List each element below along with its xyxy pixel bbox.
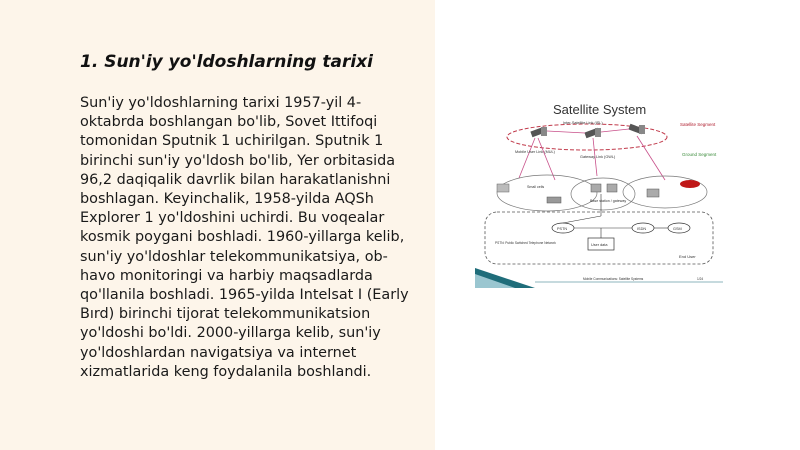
body-line: tomonidan Sputnik 1 uchirilgan. Sputnik 1 — [80, 133, 384, 150]
mobile-user-link-label: Mobile User Link (MUL) — [515, 150, 555, 154]
body-line: birinchi sun'iy yo'ldosh bo'lib, Yer orbitasida — [80, 152, 396, 169]
space-segment-label: Satellite Segment — [680, 122, 716, 127]
ground-region — [497, 175, 597, 211]
base-station-label: Base station / gateway — [590, 199, 627, 203]
slide-title: 1. Sun'iy yo'ldoshlarning tarixi — [80, 52, 373, 72]
car-icon — [547, 197, 561, 203]
body-line: yo'ldoshlardan navigatsiya va internet — [80, 344, 357, 361]
terminal-icon — [647, 189, 659, 197]
body-line: yo'ldoshi bo'ldi. 2000-yillarga kelib, sun'iy — [80, 325, 381, 342]
user-data-label: User data — [591, 243, 608, 247]
body-line: Sun'iy yo'ldoshlarning tarixi 1957-yil 4- — [80, 95, 362, 111]
body-line: xizmatlarida keng foydalanila boshlandi. — [80, 363, 372, 380]
small-cells-label: Small cells — [527, 185, 545, 189]
gateway-icon — [607, 184, 617, 192]
gateway-connection — [563, 216, 601, 223]
body-line: oktabrda boshlangan bo'lib, Sovet Ittifoqi — [80, 114, 378, 131]
footer-caption: Mobile Communications: Satellite Systems — [583, 277, 644, 281]
body-line: havo monitoringi va harbiy maqsadlarda — [80, 267, 373, 284]
satellite-icon — [530, 127, 547, 137]
mobile-user-link — [519, 138, 535, 178]
satellite-icon — [628, 124, 645, 134]
isdn-label: ISDN — [637, 227, 647, 231]
mobile-user-link — [637, 136, 665, 180]
body-line: Explorer 1 yo'ldoshini uchirdi. Bu voqealar — [80, 210, 385, 227]
slide-body — [80, 94, 425, 382]
pstn-legend: PSTN: Public Switched Telephone Network — [495, 241, 556, 245]
satellite-diagram — [475, 98, 723, 288]
body-line: boshlagan. Keyinchalik, 1958-yilda AQSh — [80, 191, 374, 208]
inter-satellite-label: Inter-Satellite Link (ISL) — [563, 121, 603, 125]
body-line: Bırd) birinchi tijorat telekommunikatsion — [80, 306, 371, 323]
gsm-label: GSM — [673, 227, 682, 231]
satellite-icon — [584, 128, 601, 138]
footer-page: 1/24 — [697, 277, 704, 281]
satellite-system-figure — [475, 98, 723, 288]
car-icon — [680, 180, 700, 188]
inter-satellite-link — [601, 129, 629, 132]
figure-title: Satellite System — [553, 102, 647, 117]
mobile-user-link — [538, 138, 555, 180]
pstn-label: PSTN — [557, 227, 568, 231]
terminal-icon — [497, 184, 509, 192]
body-line: 96,2 daqiqalik davrlik bilan harakatlanishni — [80, 171, 391, 188]
inter-satellite-link — [547, 131, 585, 133]
gateway-icon — [591, 184, 601, 192]
end-user-label: End User — [679, 254, 696, 259]
ground-segment-label: Ground Segment — [682, 152, 717, 157]
body-line: kosmik poygani boshladi. 1960-yillarga kelib, — [80, 229, 405, 246]
ground-region — [571, 178, 635, 210]
body-line: sun'iy yo'ldoshlar telekommunikatsiya, ob- — [80, 248, 388, 265]
body-line: qo'llanila boshladi. 1965-yilda Intelsat I (Early — [80, 287, 409, 304]
gateway-link-label: Gateway Link (GWL) — [580, 155, 616, 159]
